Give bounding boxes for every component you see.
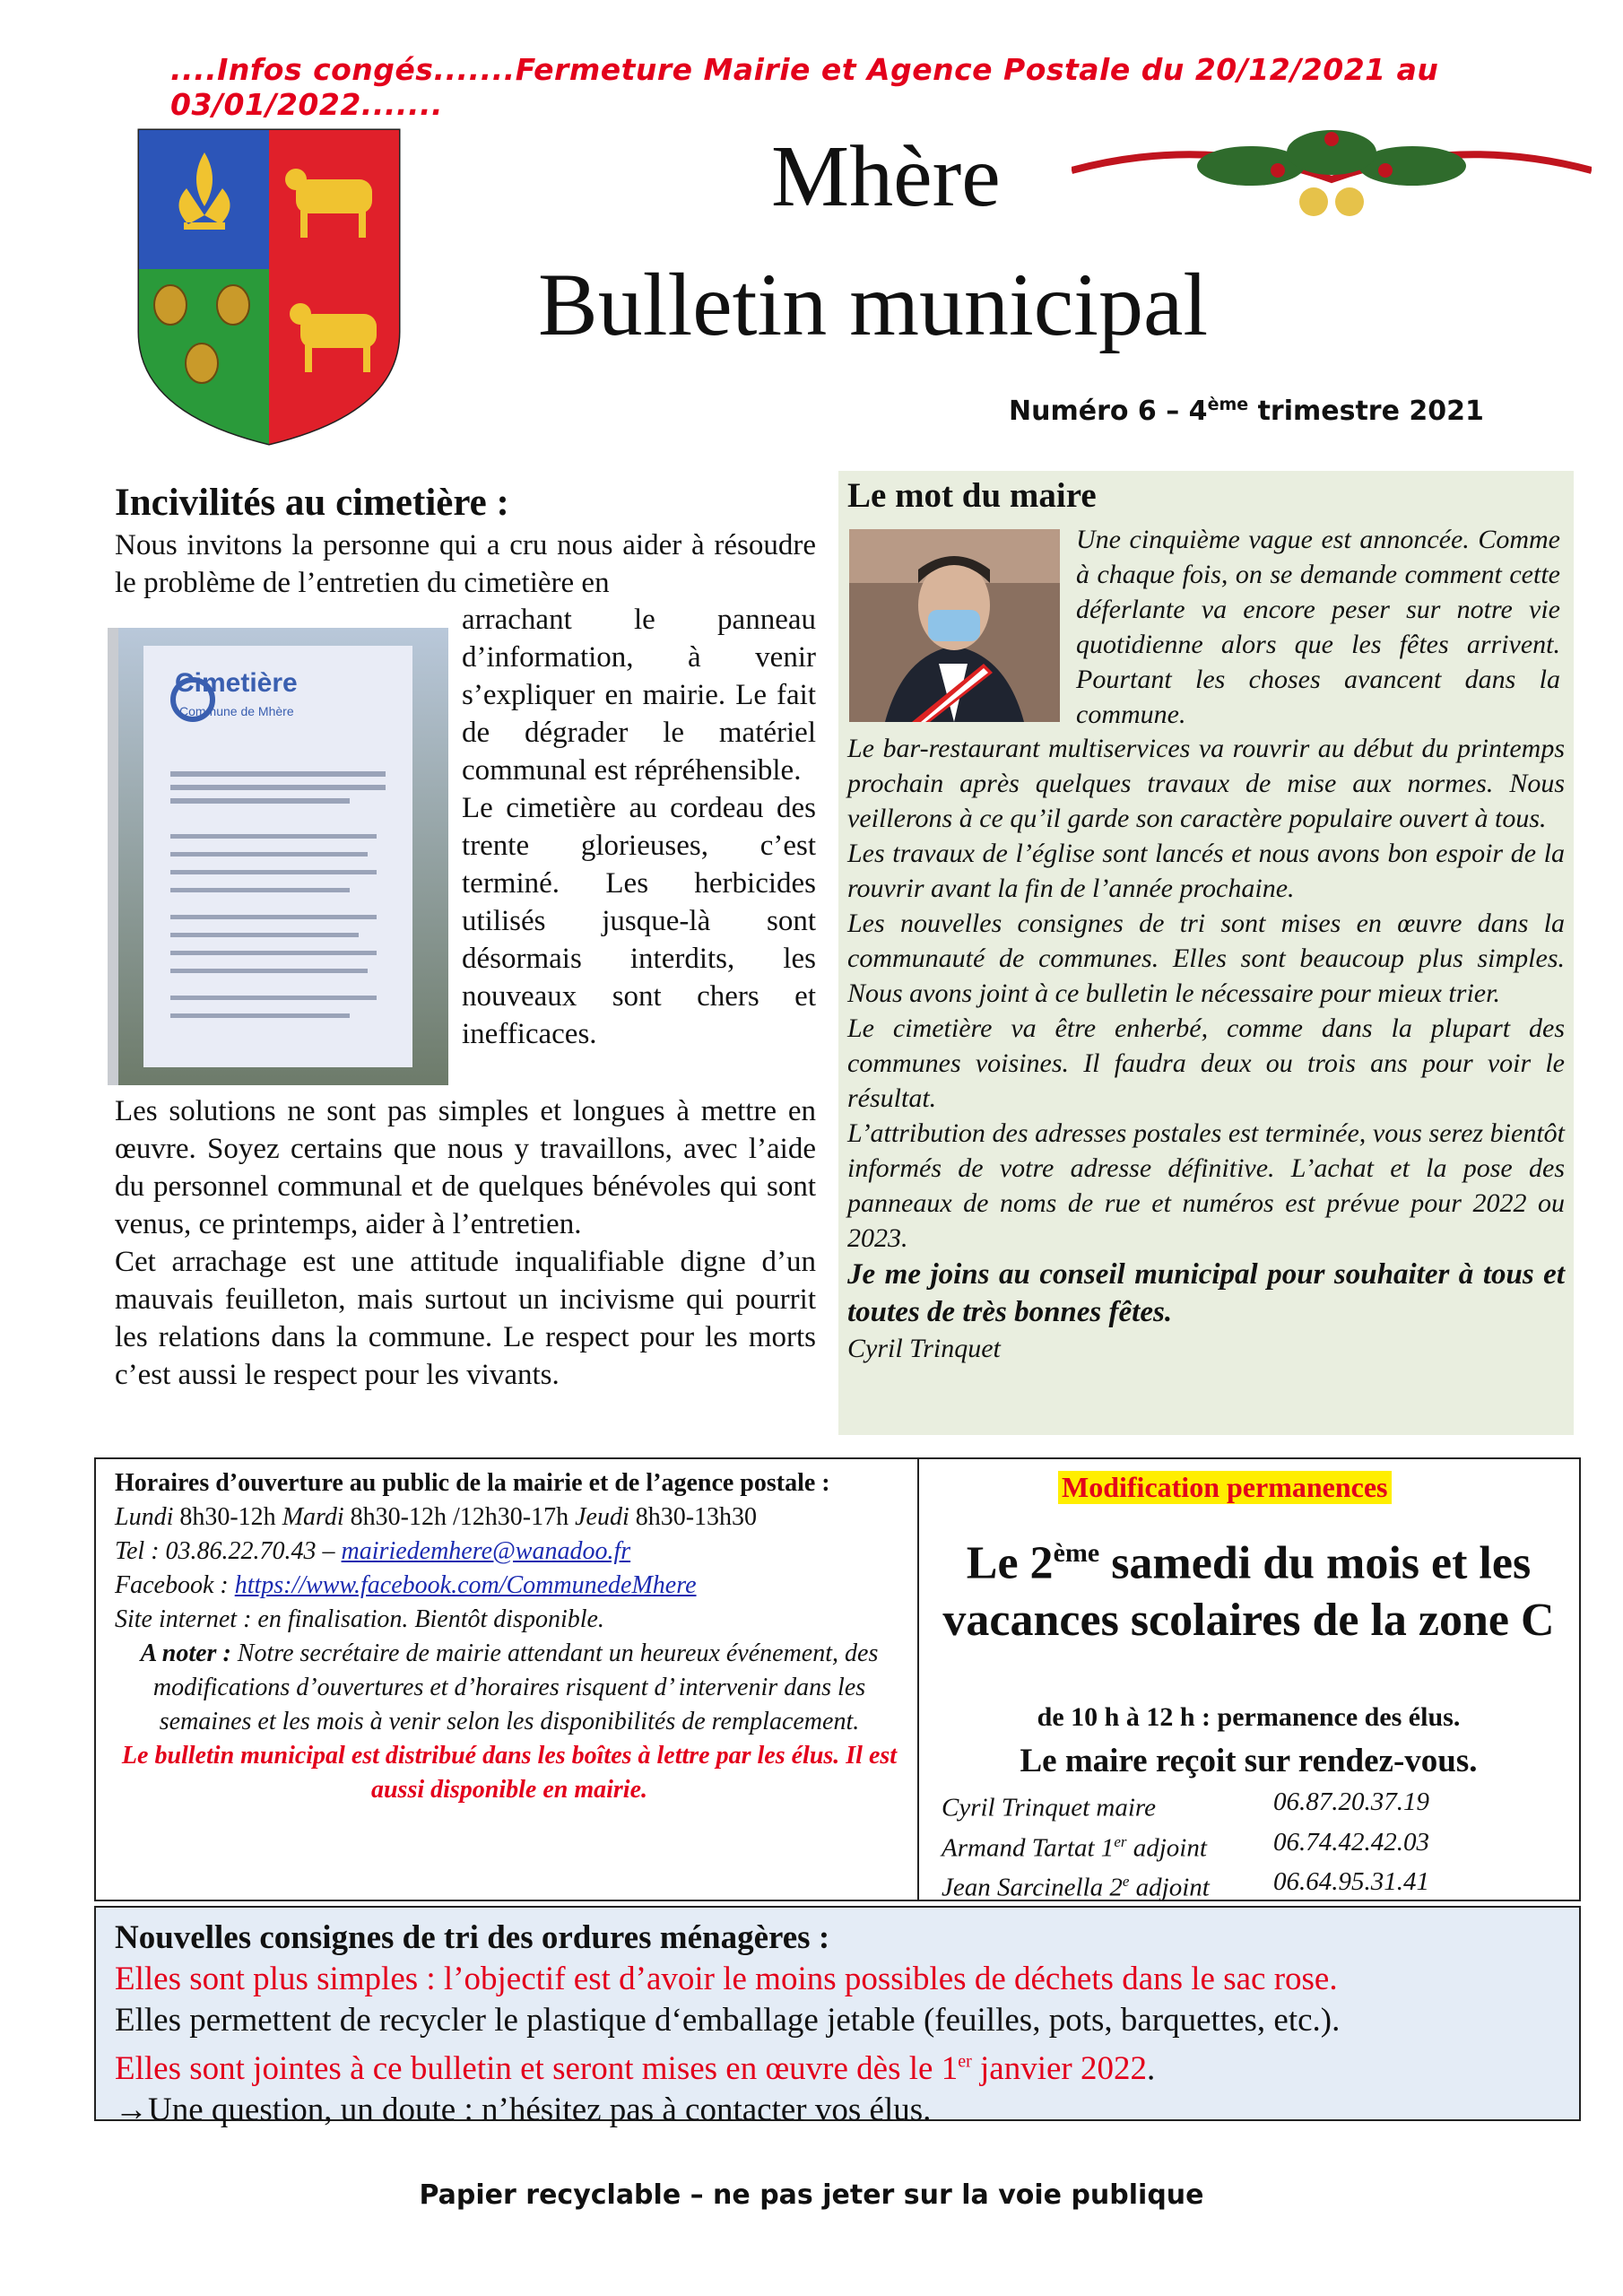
cemetery-p3: Cet arrachage est une attitude inqualifiable digne d’un mauvais feuilleton, mais surtout un incivisme qui pourrit les relations dans la commune. Le respect pour les morts c’est aussi le respect pour les vivants. [115, 1246, 816, 1391]
contact-row: Cyril Trinquet maire 06.87.20.37.19 [942, 1787, 1429, 1822]
hours-site: Site internet : en finalisation. Bientôt disponible. [115, 1605, 604, 1633]
sorting-line-2: Elles permettent de recycler le plastique d‘emballage jetable (feuilles, pots, barquettes, etc.). [115, 2002, 1341, 2039]
hours-content [115, 1466, 904, 1807]
town-crest-logo [135, 126, 404, 448]
contact-row: Armand Tartat 1er adjoint 06.74.42.42.03 [942, 1827, 1429, 1863]
cemetery-flow-1: arrachant le panneau d’information, à venir s’expliquer en mairie. Le fait de dégrader le matériel communal est répréhensible. [462, 604, 816, 787]
sorting-line-1: Elles sont plus simples : l’objectif est d’avoir le moins possibles de déchets dans le sac rose. [115, 1961, 1338, 1997]
hours-heading: Horaires d’ouverture au public de la mairie et de l’agence postale : [115, 1469, 830, 1497]
holiday-banner: ....Infos congés.......Fermeture Mairie et Agence Postale du 20/12/2021 au 03/01/2022....... [170, 52, 1439, 122]
bulletin-distribution-note: Le bulletin municipal est distribué dans les boîtes à lettre par les élus. Il est aussi disponible en mairie. [121, 1742, 898, 1804]
mayor-p3: Les nouvelles consignes de tri sont mises en œuvre dans la communauté de communes. Elles sont beaucoup plus simples. Nous avons joint à ce bulletin le nécessaire pour mieux trier. [847, 909, 1565, 1008]
issue-number: Numéro 6 – 4ème trimestre 2021 [1009, 395, 1484, 427]
sorting-content [115, 1918, 1567, 2131]
mayor-p4: Le cimetière va être enherbé, comme dans la plupart des communes voisines. Il faudra deux ou trois ans pour voir le résultat. [847, 1013, 1565, 1113]
mayor-body [847, 731, 1565, 1366]
hours-note: A noter : Notre secrétaire de mairie attendant un heureux événement, des modifications d’ouvertures et d’horaires risquent d’ intervenir dans les semaines et les mois à venir selon les disponibilités de remplacement. [140, 1639, 879, 1735]
sorting-heading: Nouvelles consignes de tri des ordures ménagères : [115, 1919, 830, 1956]
permanences-headline: Le 2ème samedi du mois et les vacances scolaires de la zone C [942, 1537, 1555, 1647]
permanences-tag: Modification permanences [1058, 1471, 1392, 1504]
poster-title: Cimetière [175, 668, 298, 698]
cemetery-article [115, 480, 816, 602]
cemetery-p2: Les solutions ne sont pas simples et longues à mettre en œuvre. Soyez certains que nous y travaillons, avec l’aide du personnel communal et de quelques bénévoles qui sont venus, ce printemps, aider à l’entretien. [115, 1095, 816, 1240]
town-name: Mhère [771, 128, 1001, 225]
mayor-p1: Le bar-restaurant multiservices va rouvrir au début du printemps prochain après quelques travaux de mise aux normes. Nous veillerons à ce qu’il garde son caractère populaire ouvert à tous. [847, 734, 1565, 833]
sorting-line-3: Elles sont jointes à ce bulletin et seront mises en œuvre dès le 1er janvier 2022. [115, 2050, 1156, 2088]
page-title: Bulletin municipal [538, 255, 1209, 354]
email-link[interactable]: mairiedemhere@wanadoo.fr [341, 1537, 631, 1565]
poster-subtitle: Commune de Mhère [179, 704, 294, 718]
hours-contact: Tel : 03.86.22.70.43 – mairiedemhere@wanadoo.fr [115, 1537, 631, 1565]
cemetery-conclusion [115, 1092, 816, 1394]
christmas-garland-icon [1072, 117, 1592, 242]
contact-row: Jean Sarcinella 2e adjoint 06.64.95.31.41 [942, 1867, 1429, 1902]
mayor-appointment: Le maire reçoit sur rendez-vous. [1020, 1743, 1478, 1779]
mayor-p2: Les travaux de l’église sont lancés et nous avons bon espoir de la rouvrir avant la fin de l’année prochaine. [847, 839, 1565, 903]
sorting-line-4: →Une question, un doute : n’hésitez pas à contacter vos élus. [115, 2092, 932, 2129]
mayor-photo [849, 529, 1060, 722]
hours-schedule: Lundi 8h30-12h Mardi 8h30-12h /12h30-17h Jeudi 8h30-13h30 [115, 1503, 758, 1531]
mayor-heading: Le mot du maire [847, 476, 1097, 515]
cemetery-flow-text [462, 601, 816, 1053]
cemetery-intro: Nous invitons la personne qui a cru nous aider à résoudre le problème de l’entretien du cimetière en [115, 529, 816, 599]
mayor-p5: L’attribution des adresses postales est terminée, vous serez bientôt informés de votre adresse définitive. L’achat et la pose des panneaux de noms de rue et numéros est prévue pour 2022 ou 2023. [847, 1118, 1565, 1253]
cemetery-flow-2: Le cimetière au cordeau des trente glorieuses, c’est terminé. Les herbicides utilisés jusque-là sont désormais interdits, les nouveaux sont chers et inefficaces. [462, 792, 816, 1050]
elected-contacts [942, 1785, 1560, 1905]
mayor-intro: Une cinquième vague est annoncée. Comme à chaque fois, on se demande comment cette déferlante va encore peser sur notre vie quotidienne alors que les fêtes arrivent. Pourtant les choses avancent dans la commune. [1076, 525, 1560, 729]
mayor-closing: Je me joins au conseil municipal pour souhaiter à tous et toutes de très bonnes fêtes. [847, 1258, 1565, 1328]
hours-facebook: Facebook : https://www.facebook.com/CommunedeMhere [115, 1571, 697, 1599]
permanences-hours: de 10 h à 12 h : permanence des élus. [1037, 1702, 1461, 1732]
footer-note: Papier recyclable – ne pas jeter sur la voie publique [419, 2179, 1204, 2211]
cemetery-heading: Incivilités au cimetière : [115, 482, 509, 524]
facebook-link[interactable]: https://www.facebook.com/CommunedeMhere [234, 1571, 697, 1599]
mayor-signature: Cyril Trinquet [847, 1334, 1001, 1363]
arrow-right-icon: → [115, 2092, 148, 2129]
